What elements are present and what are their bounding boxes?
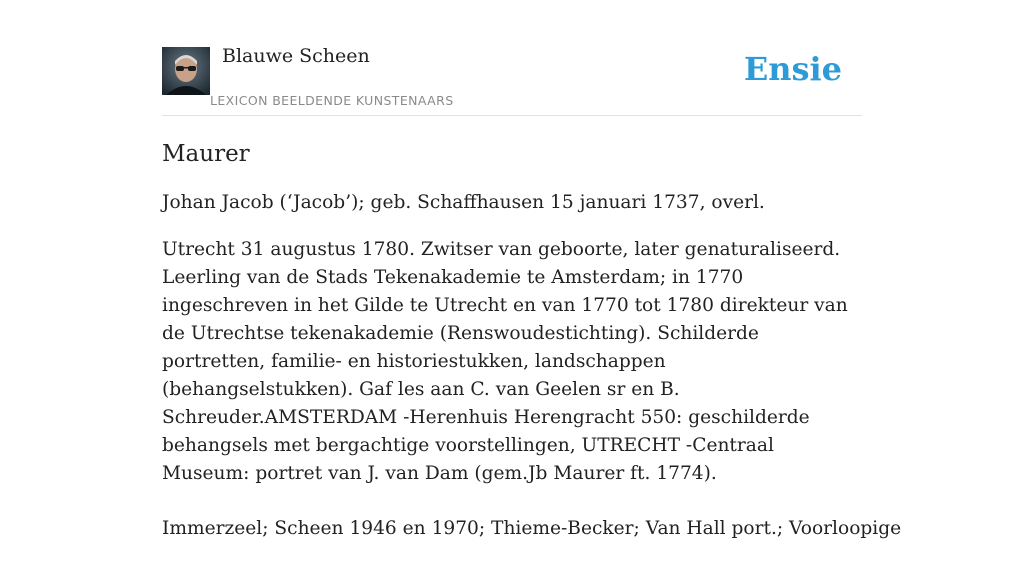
article-intro: Johan Jacob (‘Jacob’); geb. Schaffhausen 15 januari 1737, overl. (162, 192, 765, 213)
article-body: Utrecht 31 augustus 1780. Zwitser van geboorte, later genaturaliseerd. Leerling van de Stads Tekenakademie te Amsterdam; in 1770 ingeschreven in het Gilde te Utrecht en van 1770 tot 1780 direkteur van de Utrechtse tekenakademie (Renswoudestichting). Schilderde portretten, familie- en historiestukken, landschappen (behangselstukken). Gaf les aan C. van Geelen sr en B. Schreuder.AMSTERDAM -Herenhuis Herengracht 550: geschilderde behangsels met bergachtige voorstellingen, UTRECHT -Centraal Museum: portret van J. van Dam (gem.Jb Maurer ft. 1774). (162, 239, 848, 484)
avatar-image (162, 47, 210, 95)
article-title: Maurer (162, 141, 250, 167)
header (162, 0, 862, 116)
article (162, 136, 902, 562)
avatar[interactable] (162, 47, 210, 95)
author-name[interactable]: Blauwe Scheen (222, 45, 370, 67)
article-references: Immerzeel; Scheen 1946 en 1970; Thieme-Becker; Van Hall port.; Voorloopige (162, 518, 902, 539)
category-label[interactable]: LEXICON BEELDENDE KUNSTENAARS (210, 93, 454, 108)
ensie-logo[interactable]: Ensie (743, 50, 842, 88)
